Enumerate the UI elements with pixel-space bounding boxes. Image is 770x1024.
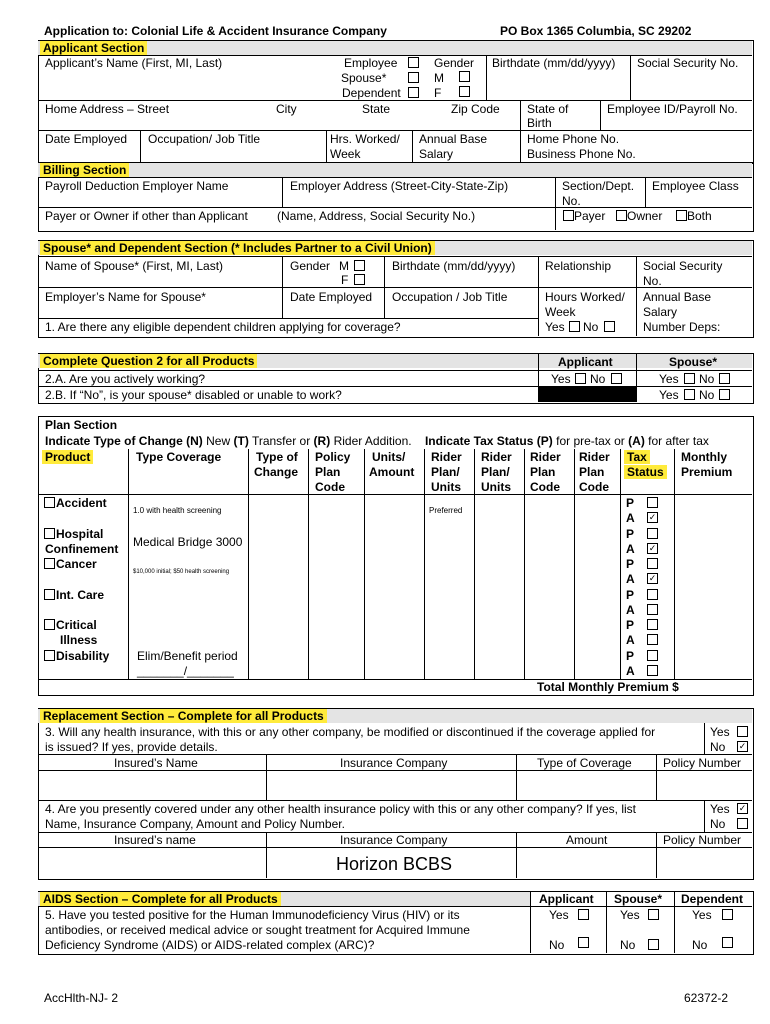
q5-app-no-label: No: [549, 938, 565, 952]
q1-no-label: No: [583, 320, 599, 334]
rider1-units-header: Units: [431, 480, 461, 494]
critical-p-label: P: [626, 618, 635, 632]
question-5-line-3: Deficiency Syndrome (AIDS) or AIDS-related complex (ARC)?: [45, 938, 375, 952]
q4-insurance-company-value[interactable]: Horizon BCBS: [336, 854, 453, 874]
q5-sp-no-label: No: [620, 938, 636, 952]
q5-app-yes-checkbox[interactable]: [578, 909, 589, 920]
tax-header-wrap: [624, 450, 650, 464]
rider3-plan-header: Plan: [530, 465, 556, 479]
aids-section-label: AIDS Section – Complete for all Products: [40, 892, 281, 906]
intcare-p-label: P: [626, 588, 635, 602]
business-phone-label: Business Phone No.: [527, 147, 636, 161]
annual-base-label: Annual Base: [419, 132, 488, 146]
question-2a-label: 2.A. Are you actively working?: [45, 372, 206, 386]
disability-coverage: Elim/Benefit period: [137, 649, 238, 663]
plan-section-label: Plan Section: [45, 418, 118, 432]
gender-m-label: M: [434, 71, 444, 85]
home-address-label: Home Address – Street: [45, 102, 170, 116]
q2a-sp-no-checkbox[interactable]: [719, 373, 730, 384]
q3-insurance-company-header: Insurance Company: [340, 756, 448, 770]
spouse-occupation-label: Occupation / Job Title: [392, 290, 508, 304]
q5-dep-no-label: No: [692, 938, 708, 952]
cancer-a-label: A: [626, 572, 635, 586]
q4-insured-name-header: Insured’s name: [114, 833, 196, 847]
owner-checkbox[interactable]: [616, 210, 627, 221]
section-dept-label: Section/Dept.: [562, 179, 635, 193]
monthly-header: Monthly: [681, 450, 727, 464]
billing-section-bar: [38, 163, 752, 177]
plan-instr-1f: Rider Addition.: [333, 434, 412, 448]
rider2-units-header: Units: [481, 480, 511, 494]
critical-a-label: A: [626, 633, 635, 647]
owner-option-label: Owner: [627, 209, 663, 223]
premium-header: Premium: [681, 465, 733, 479]
salary-label: Salary: [419, 147, 454, 161]
critical-p-checkbox[interactable]: [647, 619, 658, 630]
intcare-a-checkbox[interactable]: [647, 604, 658, 615]
q5-dep-no-checkbox[interactable]: [722, 937, 733, 948]
payroll-employer-label: Payroll Deduction Employer Name: [45, 179, 229, 193]
hosp-p-checkbox[interactable]: [647, 528, 658, 539]
rider4-code-header: Code: [579, 480, 609, 494]
both-checkbox[interactable]: [676, 210, 687, 221]
q2a-sp-no-label: No: [699, 372, 715, 386]
accident-coverage: 1.0 with health screening: [133, 506, 222, 515]
accident-label: Accident: [56, 496, 107, 510]
disability-period-line: _______/_______: [137, 664, 234, 678]
q2a-app-no-checkbox[interactable]: [611, 373, 622, 384]
q3-type-coverage-header: Type of Coverage: [537, 756, 632, 770]
plan-instr-1e: (R): [313, 434, 331, 448]
cancer-coverage: $10,000 initial; $50 health screening: [133, 569, 230, 575]
city-label: City: [276, 102, 297, 116]
spouse-name-label: Name of Spouse* (First, MI, Last): [45, 259, 224, 273]
critical-checkbox[interactable]: [44, 619, 55, 630]
q4-yes-checkbox[interactable]: ✓: [738, 803, 747, 813]
q1-yes-checkbox[interactable]: [569, 321, 580, 332]
spouse-gender-label: Gender: [290, 259, 331, 273]
disability-p-label: P: [626, 649, 635, 663]
acc-a-checkbox[interactable]: ✓: [648, 512, 657, 522]
employee-id-label: Employee ID/Payroll No.: [607, 102, 738, 116]
date-employed-label: Date Employed: [45, 132, 128, 146]
hosp-a-checkbox[interactable]: ✓: [648, 543, 657, 553]
q2a-app-no-label: No: [590, 372, 606, 386]
q2a-sp-yes-label: Yes: [659, 372, 679, 386]
cancer-label: Cancer: [56, 557, 97, 571]
both-option-label: Both: [687, 209, 712, 223]
plan-instr-1g: Indicate Tax Status (P): [424, 434, 553, 448]
hospital-checkbox[interactable]: [44, 528, 55, 539]
spouse-gender-f-checkbox[interactable]: [354, 274, 365, 285]
applicant-section-label-wrap: [40, 41, 147, 55]
form-title: Application to: Colonial Life & Accident Insurance Company: [44, 24, 387, 38]
q4-yes-label: Yes: [710, 802, 730, 816]
q2-spouse-header: Spouse*: [669, 355, 718, 369]
q2b-sp-no-label: No: [699, 388, 715, 402]
q3-yes-label: Yes: [710, 725, 730, 739]
plan-type-coverage-header: Type Coverage: [136, 450, 222, 464]
q2a-app-yes-label: Yes: [551, 372, 571, 386]
zip-label: Zip Code: [451, 102, 500, 116]
applicant-name-label: Applicant’s Name (First, MI, Last): [45, 56, 223, 70]
dependent-label: Dependent: [342, 86, 401, 100]
acc-p-label: P: [626, 496, 635, 510]
state-of-birth-label-2: Birth: [527, 116, 552, 130]
disability-a-label: A: [626, 664, 635, 678]
total-monthly-premium-label: Total Monthly Premium $: [537, 680, 679, 694]
replacement-section-label: Replacement Section – Complete for all Products: [40, 709, 327, 723]
gender-f-checkbox[interactable]: [459, 86, 470, 97]
number-deps-label: Number Deps:: [643, 320, 721, 334]
plan-units-header: Units/: [372, 450, 406, 464]
q5-sp-yes-checkbox[interactable]: [648, 909, 659, 920]
question-5-line-2: antibodies, or received medical advice or sought treatment for Acquired Immune: [45, 923, 470, 937]
question-5-line-1: 5. Have you tested positive for the Human Immunodeficiency Virus (HIV) or its: [45, 908, 460, 922]
illness-label: Illness: [60, 633, 98, 647]
employee-checkbox[interactable]: [408, 57, 419, 68]
acc-p-checkbox[interactable]: [647, 497, 658, 508]
plan-amount-header: Amount: [369, 465, 415, 479]
payer-owner-label: Payer or Owner if other than Applicant: [45, 209, 248, 223]
q2b-sp-no-checkbox[interactable]: [719, 389, 730, 400]
spouse-birthdate-label: Birthdate (mm/dd/yyyy): [392, 259, 516, 273]
q2a-app-yes-checkbox[interactable]: [575, 373, 586, 384]
gender-f-label: F: [434, 86, 442, 100]
confinement-label: Confinement: [45, 542, 119, 556]
disability-label: Disability: [56, 649, 110, 663]
q2b-applicant-blackout: [539, 387, 636, 402]
q5-dep-yes-label: Yes: [692, 908, 712, 922]
relationship-label: Relationship: [545, 259, 612, 273]
plan-plan-header: Plan: [315, 465, 341, 479]
q3-no-label: No: [710, 740, 726, 754]
q2b-sp-yes-checkbox[interactable]: [684, 389, 695, 400]
intcare-p-checkbox[interactable]: [647, 589, 658, 600]
spouse-date-employed-label: Date Employed: [290, 290, 373, 304]
question-1-label: 1. Are there any eligible dependent children applying for coverage?: [45, 320, 401, 334]
q2-applicant-header: Applicant: [558, 355, 613, 369]
q5-dep-yes-checkbox[interactable]: [722, 909, 733, 920]
accident-units: Preferred: [429, 506, 463, 515]
q5-sp-no-checkbox[interactable]: [648, 939, 659, 950]
billing-section-label: Billing Section: [40, 163, 129, 177]
gender-label: Gender: [434, 56, 475, 70]
plan-code-header: Code: [315, 480, 345, 494]
q4-amount-header: Amount: [566, 833, 608, 847]
q1-no-checkbox[interactable]: [604, 321, 615, 332]
spouse-salary-label: Annual Base: [643, 290, 712, 304]
employer-address-label: Employer Address (Street-City-State-Zip): [290, 179, 509, 193]
spouse-hours-label-2: Week: [545, 305, 576, 319]
aids-section-label-wrap: [40, 892, 281, 906]
status-header: Status: [624, 465, 667, 479]
q5-app-yes-label: Yes: [549, 908, 569, 922]
plan-instr-1b: New: [206, 434, 231, 448]
q4-no-label: No: [710, 817, 726, 831]
payer-details-label: (Name, Address, Social Security No.): [277, 209, 476, 223]
hosp-p-label: P: [626, 527, 635, 541]
plan-instr-1c: (T): [233, 434, 249, 448]
question-4-line-1: 4. Are you presently covered under any other health insurance policy with this or any other company? If yes, list: [45, 802, 636, 816]
plan-type-of-header: Type of: [256, 450, 298, 464]
plan-instr-1a: Indicate Type of Change (N): [45, 434, 203, 448]
aids-spouse-header: Spouse*: [614, 892, 663, 906]
plan-policy-header: Policy: [315, 450, 351, 464]
cancer-checkbox[interactable]: [44, 558, 55, 569]
q4-no-checkbox[interactable]: [737, 818, 748, 829]
rider1-header: Rider: [431, 450, 462, 464]
cancer-p-checkbox[interactable]: [647, 558, 658, 569]
disability-a-checkbox[interactable]: [647, 665, 658, 676]
q5-app-no-checkbox[interactable]: [578, 937, 589, 948]
applicant-section-label: Applicant Section: [40, 41, 147, 55]
plan-product-header: Product: [42, 450, 93, 464]
rider4-plan-header: Plan: [579, 465, 605, 479]
question-3-line-2: is issued? If yes, provide details.: [45, 740, 218, 754]
cancer-a-checkbox[interactable]: ✓: [648, 573, 657, 583]
plan-instr-1i: (A): [628, 434, 645, 448]
q4-insurance-company-header: Insurance Company: [340, 833, 448, 847]
disability-p-checkbox[interactable]: [647, 650, 658, 661]
accident-checkbox[interactable]: [44, 497, 55, 508]
spouse-ssn-label-2: No.: [643, 274, 662, 288]
hospital-coverage: Medical Bridge 3000: [133, 535, 243, 549]
form-address: PO Box 1365 Columbia, SC 29202: [500, 24, 692, 38]
spouse-ssn-label: Social Security: [643, 259, 723, 273]
question-2b-label: 2.B. If “No”, is your spouse* disabled or unable to work?: [45, 388, 342, 402]
rider3-code-header: Code: [530, 480, 560, 494]
employee-label: Employee: [344, 56, 398, 70]
acc-a-label: A: [626, 511, 635, 525]
aids-applicant-header: Applicant: [539, 892, 594, 906]
q3-insured-name-header: Insured’s Name: [114, 756, 198, 770]
state-of-birth-label: State of: [527, 102, 569, 116]
hosp-a-label: A: [626, 542, 635, 556]
spouse-section-label-wrap: [40, 241, 435, 255]
q5-sp-yes-label: Yes: [620, 908, 640, 922]
critical-label: Critical: [56, 618, 97, 632]
payer-checkbox[interactable]: [563, 210, 574, 221]
critical-a-checkbox[interactable]: [647, 634, 658, 645]
home-phone-label: Home Phone No.: [527, 132, 620, 146]
spouse-label: Spouse*: [341, 71, 387, 85]
hrs-worked-label-2: Week: [330, 147, 361, 161]
rider4-header: Rider: [579, 450, 610, 464]
footer-form-code: AccHlth-NJ- 2: [44, 991, 119, 1005]
hrs-worked-label: Hrs. Worked/: [330, 132, 400, 146]
payer-option-label: Payer: [574, 209, 606, 223]
ssn-label: Social Security No.: [637, 56, 739, 70]
plan-instr-1d: Transfer or: [251, 434, 311, 448]
aids-dependent-header: Dependent: [681, 892, 744, 906]
q3-no-checkbox[interactable]: ✓: [738, 741, 747, 751]
gender-m-checkbox[interactable]: [459, 71, 470, 82]
rider2-plan-header: Plan/: [481, 465, 510, 479]
spouse-salary-label-2: Salary: [643, 305, 678, 319]
employee-class-label: Employee Class: [652, 179, 739, 193]
rider1-plan-header: Plan/: [431, 465, 460, 479]
plan-product-header-wrap: [42, 450, 93, 464]
spouse-checkbox[interactable]: [408, 72, 419, 83]
hospital-label: Hospital: [56, 527, 104, 541]
replacement-section-label-wrap: [40, 709, 327, 723]
status-header-wrap: [624, 465, 667, 479]
plan-instr-1h: for pre-tax or: [556, 434, 625, 448]
spouse-gender-m-label: M: [339, 259, 349, 273]
spouse-gender-f-label: F: [341, 273, 349, 287]
q2-section-label-wrap: [40, 354, 257, 368]
footer-form-number: 62372-2: [684, 991, 729, 1005]
dependent-checkbox[interactable]: [408, 87, 419, 98]
q2b-sp-yes-label: Yes: [659, 388, 679, 402]
plan-instructions: [45, 434, 709, 448]
spouse-section-label: Spouse* and Dependent Section (* Includes Partner to a Civil Union): [40, 241, 435, 255]
q1-yes-label: Yes: [545, 320, 565, 334]
intcare-checkbox[interactable]: [44, 589, 55, 600]
question-4-line-2: Name, Insurance Company, Amount and Policy Number.: [45, 817, 345, 831]
section-dept-no-label: No.: [562, 194, 581, 208]
plan-instr-1j: for after tax: [648, 434, 709, 448]
state-label: State: [362, 102, 391, 116]
q3-yes-checkbox[interactable]: [737, 726, 748, 737]
birthdate-label: Birthdate (mm/dd/yyyy): [492, 56, 616, 70]
billing-section-label-wrap: [40, 163, 129, 177]
spouse-employer-label: Employer’s Name for Spouse*: [45, 290, 206, 304]
cancer-p-label: P: [626, 557, 635, 571]
spouse-gender-m-checkbox[interactable]: [354, 260, 365, 271]
q2a-sp-yes-checkbox[interactable]: [684, 373, 695, 384]
intcare-a-label: A: [626, 603, 635, 617]
q2-section-label: Complete Question 2 for all Products: [40, 354, 257, 368]
question-3-line-1: 3. Will any health insurance, with this or any other company, be modified or discontinued if the coverage applied for: [45, 725, 656, 739]
occupation-label: Occupation/ Job Title: [148, 132, 261, 146]
intcare-label: Int. Care: [56, 588, 105, 602]
q3-policy-number-header: Policy Number: [663, 756, 742, 770]
rider3-header: Rider: [530, 450, 561, 464]
rider2-header: Rider: [481, 450, 512, 464]
tax-header: Tax: [624, 450, 650, 464]
q4-policy-number-header: Policy Number: [663, 833, 742, 847]
plan-change-header: Change: [254, 465, 299, 479]
spouse-hours-label: Hours Worked/: [545, 290, 625, 304]
disability-checkbox[interactable]: [44, 650, 55, 661]
